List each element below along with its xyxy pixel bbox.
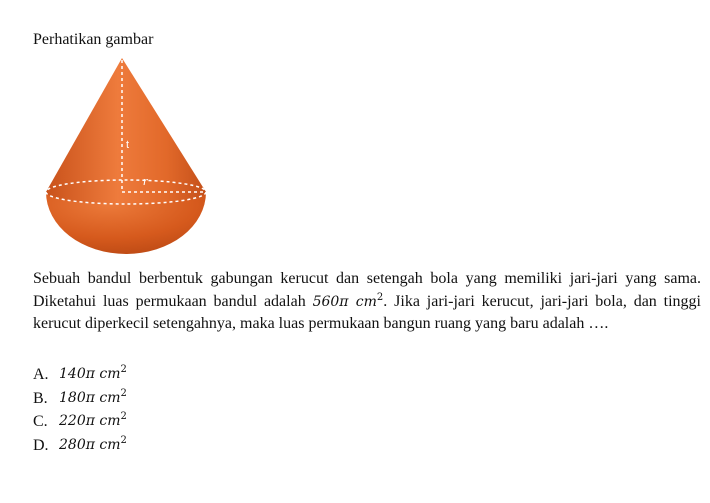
answer-options: [33, 363, 127, 457]
option-value: 140π $cm^2$: [59, 364, 127, 382]
cone: [46, 58, 206, 204]
height-label: t: [126, 139, 130, 151]
option-value: 220π $cm^2$: [59, 411, 127, 429]
option-a[interactable]: [33, 363, 127, 387]
option-d[interactable]: [33, 434, 127, 458]
option-letter: A.: [33, 366, 49, 383]
option-b[interactable]: [33, 387, 127, 411]
option-value: 180π $cm^2$: [59, 387, 127, 406]
cone-hemisphere-figure: [44, 54, 208, 256]
option-letter: B.: [33, 389, 48, 407]
option-c[interactable]: [33, 410, 127, 434]
question-text: [33, 268, 701, 336]
option-letter: C.: [33, 413, 48, 430]
option-letter: D.: [33, 436, 49, 454]
question-part-2: . Jika jari-jari kerucut, jari-jari bola, dan tinggi kerucut diperkecil setengahnya, maka luas permukaan bangun ruang yang baru adalah ….: [33, 292, 702, 332]
option-value: 280π $cm^2$: [59, 434, 127, 453]
intro-text: Perhatikan gambar: [33, 31, 154, 48]
radius-label: r: [143, 173, 149, 188]
area-value: 560π $cm^2$: [312, 291, 384, 310]
question-part-1: Sebuah bandul berbentuk gabungan kerucut dan setengah bola yang memiliki jari-jari yang sama. Diketahui luas permukaan bandul adalah: [33, 270, 701, 310]
